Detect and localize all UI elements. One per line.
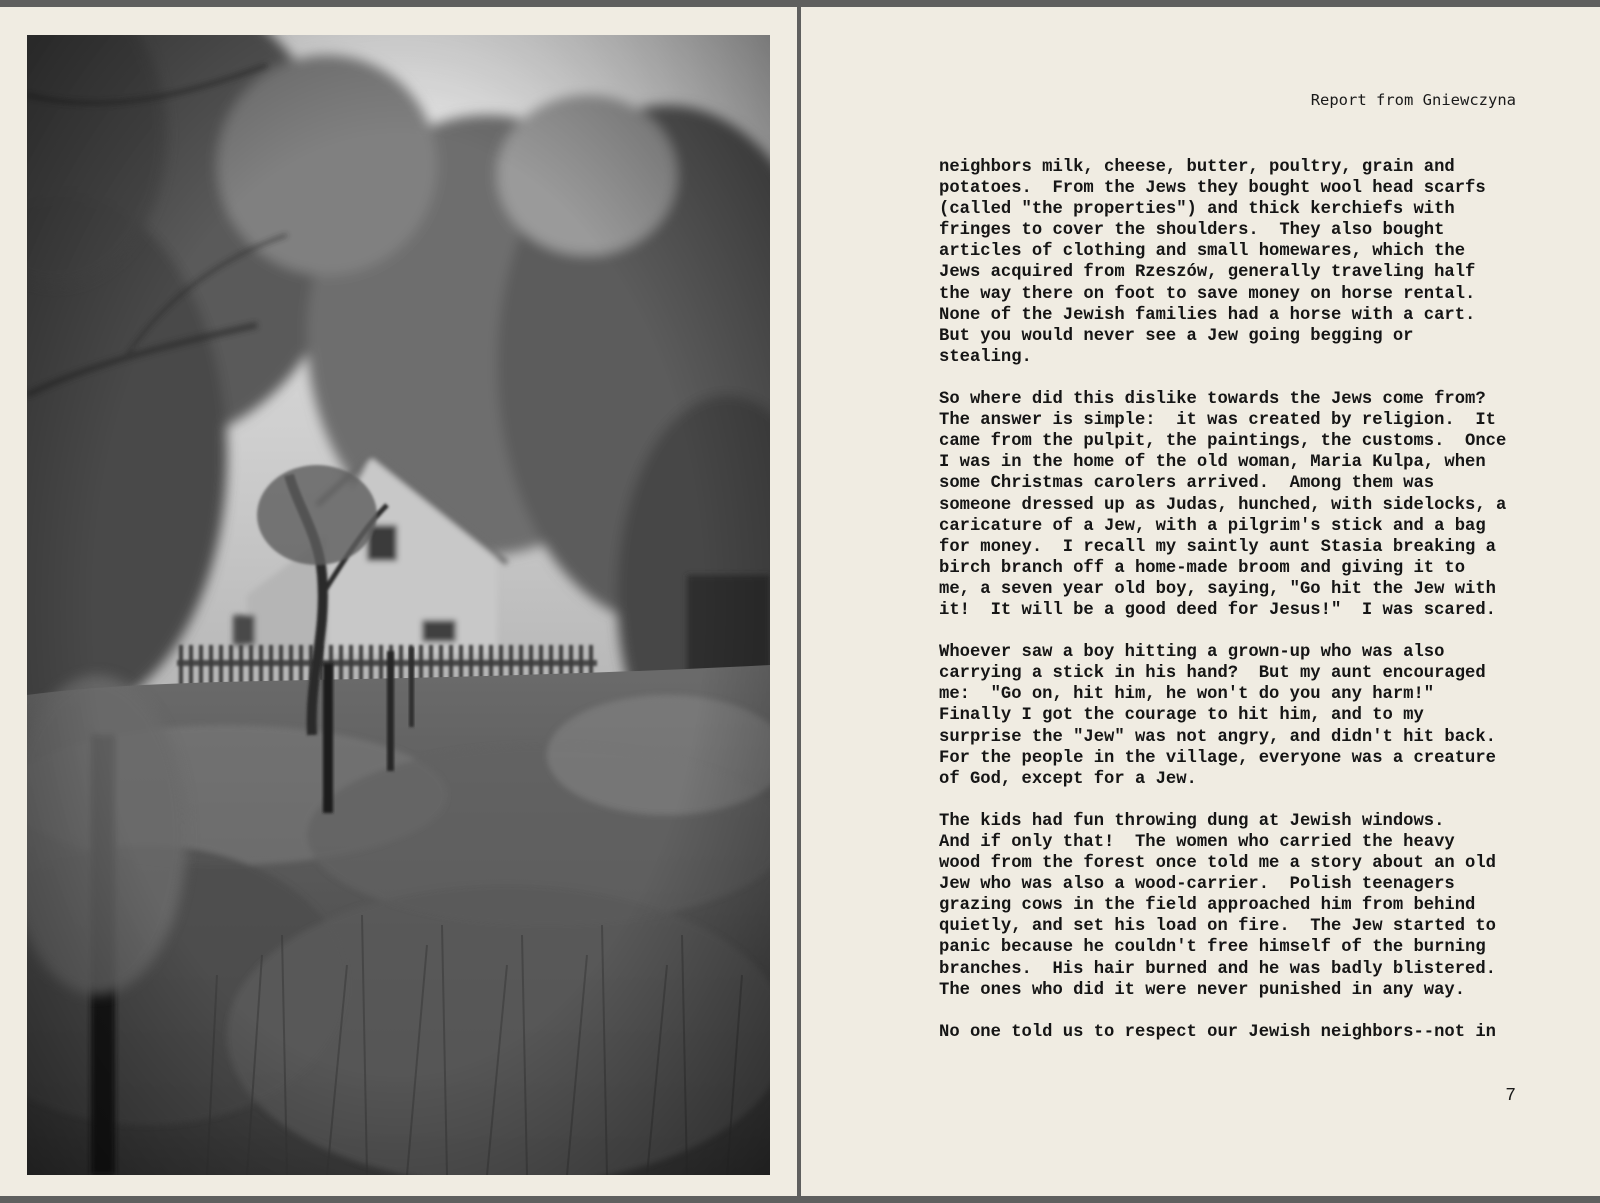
paragraph bbox=[939, 642, 1539, 790]
text-line: for money. I recall my saintly aunt Stasia breaking a bbox=[939, 537, 1496, 557]
text-line: No one told us to respect our Jewish neighbors--not in bbox=[939, 1022, 1496, 1042]
text-line: carrying a stick in his hand? But my aunt encouraged bbox=[939, 664, 1486, 684]
photograph bbox=[27, 35, 770, 1175]
left-page bbox=[0, 7, 797, 1196]
text-line: me: "Go on, hit him, he won't do you any harm!" bbox=[939, 685, 1435, 705]
text-line: Jew who was also a wood-carrier. Polish teenagers bbox=[939, 875, 1455, 895]
running-head: Report from Gniewczyna bbox=[1310, 91, 1516, 109]
paragraph bbox=[939, 157, 1539, 368]
text-line: Jews acquired from Rzeszów, generally traveling half bbox=[939, 263, 1476, 283]
text-line: For the people in the village, everyone was a creature bbox=[939, 748, 1496, 768]
text-line: panic because he couldn't free himself of the burning bbox=[939, 938, 1486, 958]
paragraph bbox=[939, 1022, 1539, 1043]
text-line: it! It will be a good deed for Jesus!" I was scared. bbox=[939, 600, 1496, 620]
text-line: the way there on foot to save money on horse rental. bbox=[939, 284, 1476, 304]
text-line: potatoes. From the Jews they bought wool head scarfs bbox=[939, 179, 1486, 199]
text-line: stealing. bbox=[939, 347, 1032, 367]
text-line: some Christmas carolers arrived. Among them was bbox=[939, 474, 1435, 494]
text-line: birch branch off a home-made broom and giving it to bbox=[939, 558, 1466, 578]
body-text bbox=[939, 157, 1539, 1064]
text-line: (called "the properties") and thick kerchiefs with bbox=[939, 200, 1455, 220]
text-line: surprise the "Jew" was not angry, and didn't hit back. bbox=[939, 727, 1496, 747]
text-line: I was in the home of the old woman, Maria Kulpa, when bbox=[939, 453, 1486, 473]
text-line: And if only that! The women who carried the heavy bbox=[939, 833, 1455, 852]
text-line: But you would never see a Jew going begging or bbox=[939, 326, 1414, 346]
right-page bbox=[801, 7, 1600, 1196]
text-line: The ones who did it were never punished in any way. bbox=[939, 980, 1466, 1000]
text-line: wood from the forest once told me a story about an old bbox=[939, 854, 1496, 874]
text-line: neighbors milk, cheese, butter, poultry, grain and bbox=[939, 158, 1455, 177]
text-line: articles of clothing and small homewares, which the bbox=[939, 242, 1466, 262]
page-number: 7 bbox=[1505, 1086, 1516, 1106]
text-line: The answer is simple: it was created by religion. It bbox=[939, 411, 1496, 431]
photograph-image bbox=[27, 35, 770, 1175]
text-line: caricature of a Jew, with a pilgrim's stick and a bag bbox=[939, 516, 1486, 536]
paragraph bbox=[939, 389, 1539, 621]
text-line: grazing cows in the field approached him from behind bbox=[939, 896, 1476, 916]
text-line: branches. His hair burned and he was badly blistered. bbox=[939, 959, 1496, 979]
text-line: fringes to cover the shoulders. They also bought bbox=[939, 221, 1445, 241]
text-line: someone dressed up as Judas, hunched, with sidelocks, a bbox=[939, 495, 1507, 515]
text-line: Whoever saw a boy hitting a grown-up who was also bbox=[939, 643, 1445, 663]
text-line: Finally I got the courage to hit him, and to my bbox=[939, 706, 1424, 726]
paragraph bbox=[939, 811, 1539, 1001]
text-line: None of the Jewish families had a horse with a cart. bbox=[939, 305, 1476, 325]
text-line: came from the pulpit, the paintings, the customs. Once bbox=[939, 432, 1507, 452]
text-line: The kids had fun throwing dung at Jewish windows. bbox=[939, 811, 1445, 831]
text-line: quietly, and set his load on fire. The Jew started to bbox=[939, 917, 1496, 937]
text-line: of God, except for a Jew. bbox=[939, 769, 1197, 789]
text-line: So where did this dislike towards the Jews come from? bbox=[939, 390, 1486, 410]
text-line: me, a seven year old boy, saying, "Go hit the Jew with bbox=[939, 579, 1496, 599]
